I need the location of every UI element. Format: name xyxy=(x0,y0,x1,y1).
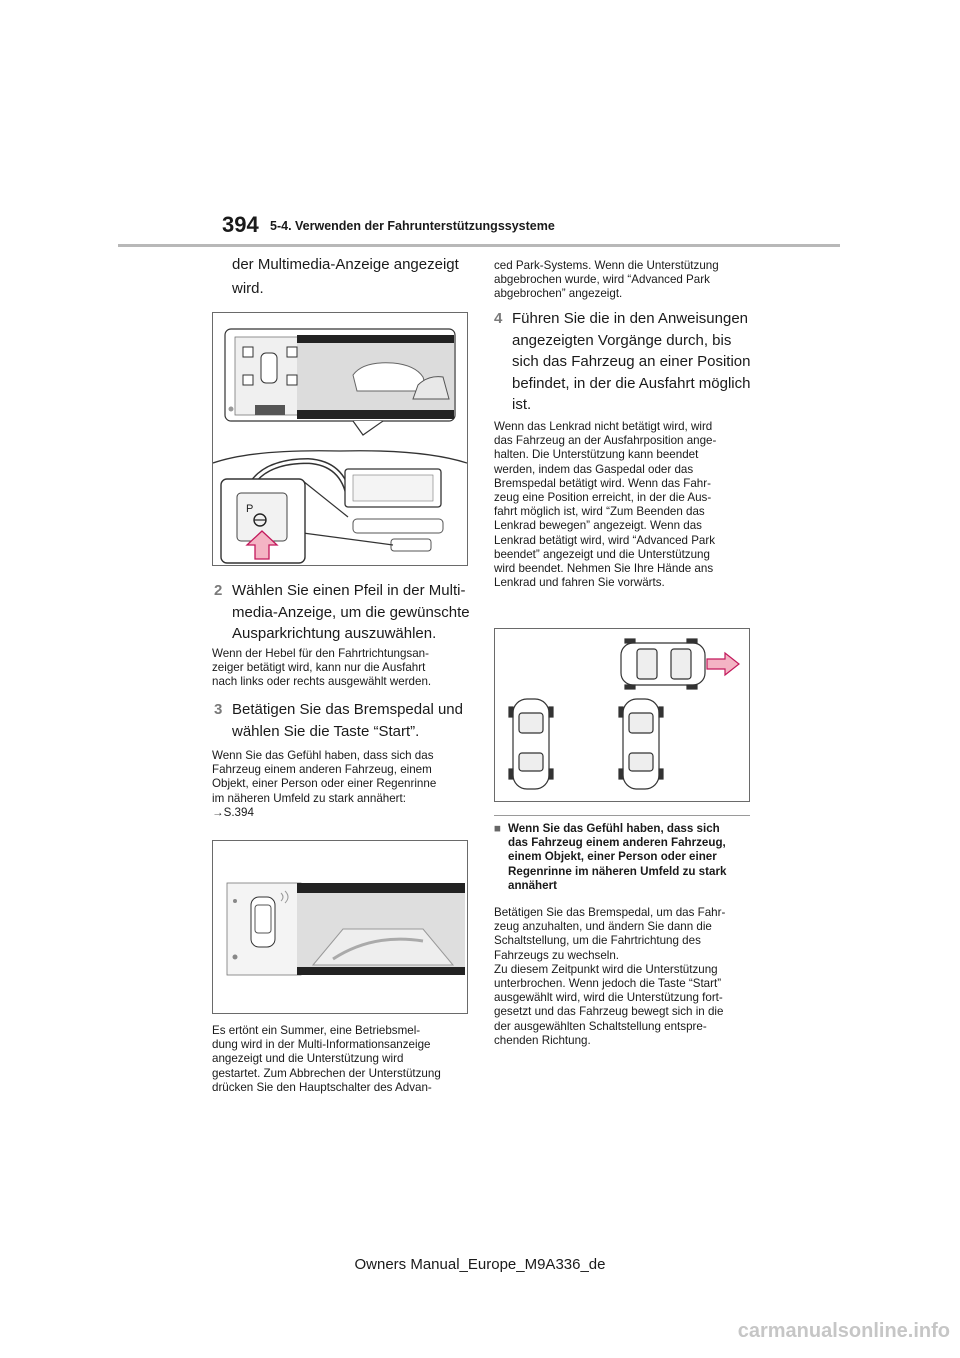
cross-reference[interactable]: →S.394 xyxy=(212,805,254,819)
watermark: carmanualsonline.info xyxy=(737,1320,950,1342)
footer-document-id: Owners Manual_Europe_M9A336_de xyxy=(354,1256,606,1273)
subheading-marker-icon: ■ xyxy=(494,822,502,835)
info-display-illustration xyxy=(213,841,467,1013)
section-divider xyxy=(494,815,750,816)
page-number: 394 xyxy=(222,212,259,237)
step-2: 2 Wählen Sie einen Pfeil in der Multi- media-Anzeige, um die gewünschte Ausparkrichtung auszuwählen. xyxy=(214,580,474,645)
header-rule xyxy=(118,244,840,247)
step-3: 3 Betätigen Sie das Bremspedal und wählen Sie die Taste “Start”. xyxy=(214,699,474,742)
continuation-right: ced Park-Systems. Wenn die Unterstützung abgebrochen wurde, wird “Advanced Park abgebrochen” angezeigt. xyxy=(494,259,719,301)
subheading-text: Betätigen Sie das Bremspedal, um das Fahr- zeug anzuhalten, und ändern Sie dann die Schaltstellung, um die Fahrtrichtung des Fahrzeugs zu wechseln. Zu diesem Zeitpunkt wird die Unterstützung unterbrochen. Wenn jedoch die Taste “Start” ausgewählt wird, wird die Unterstützung fort- gesetzt und das Fahrzeug bewegt sich in die der ausgewählten Schaltstellung entspre- chenden Richtung. xyxy=(494,906,726,1047)
step-3-note: Wenn Sie das Gefühl haben, dass sich das Fahrzeug einem anderen Fahrzeug, einem Objekt, einer Person oder einer Regenrinne im näheren Umfeld zu stark annähert: →S.394 xyxy=(212,749,474,820)
step-4-number: 4 xyxy=(494,310,503,327)
section-title: 5-4. Verwenden der Fahrunterstützungssysteme xyxy=(270,219,555,233)
start-assist-text: Es ertönt ein Summer, eine Betriebsmel- dung wird in der Multi-Informationsanzeige angezeigt und die Unterstützung wird gestartet. Zum Abbrechen der Unterstützung drücken Sie den Hauptschalter des Advan- xyxy=(212,1024,441,1094)
step-2-note: Wenn der Hebel für den Fahrtrichtungsan- zeiger betätigt wird, kann nur die Ausfahrt nach links oder rechts ausgewählt werden. xyxy=(212,647,432,689)
step-4: 4 Führen Sie die in den Anweisungen angezeigten Vorgänge durch, bis sich das Fahrzeug an einer Position befindet, in der die Ausfahrt möglich ist. xyxy=(494,308,756,416)
p-button-label: P xyxy=(246,503,254,515)
step-4-note: Wenn das Lenkrad nicht betätigt wird, wird das Fahrzeug an der Ausfahrposition ange- halten. Die Unterstützung kann beendet werden, indem das Gaspedal oder das Bremspedal betätigt wird. Wenn das Fahr- zeug eine Position erreicht, in der die Aus- fahrt möglich ist, wird “Zum Beenden das Lenkrad bewegen” angezeigt. Wenn das Lenkrad betätigt wird, wird “Advanced Park beendet” angezeigt und die Unterstützung wird beendet. Nehmen Sie Ihre Hände ans Lenkrad und fahren Sie vorwärts. xyxy=(494,420,717,590)
parking-exit-illustration xyxy=(495,629,749,801)
figure-dashboard-display xyxy=(212,312,468,566)
figure-parking-exit xyxy=(494,628,750,802)
step-3-number: 3 xyxy=(214,701,223,718)
dashboard-illustration xyxy=(213,313,467,565)
subheading: ■ Wenn Sie das Gefühl haben, dass sich das Fahrzeug einem anderen Fahrzeug, einem Objekt, einer Person oder einer Regenrinne im näheren Umfeld zu stark annähert xyxy=(494,822,727,892)
continuation-text: der Multimedia-Anzeige angezeigt wird. xyxy=(232,256,459,297)
step-2-number: 2 xyxy=(214,582,223,599)
figure-info-display xyxy=(212,840,468,1014)
